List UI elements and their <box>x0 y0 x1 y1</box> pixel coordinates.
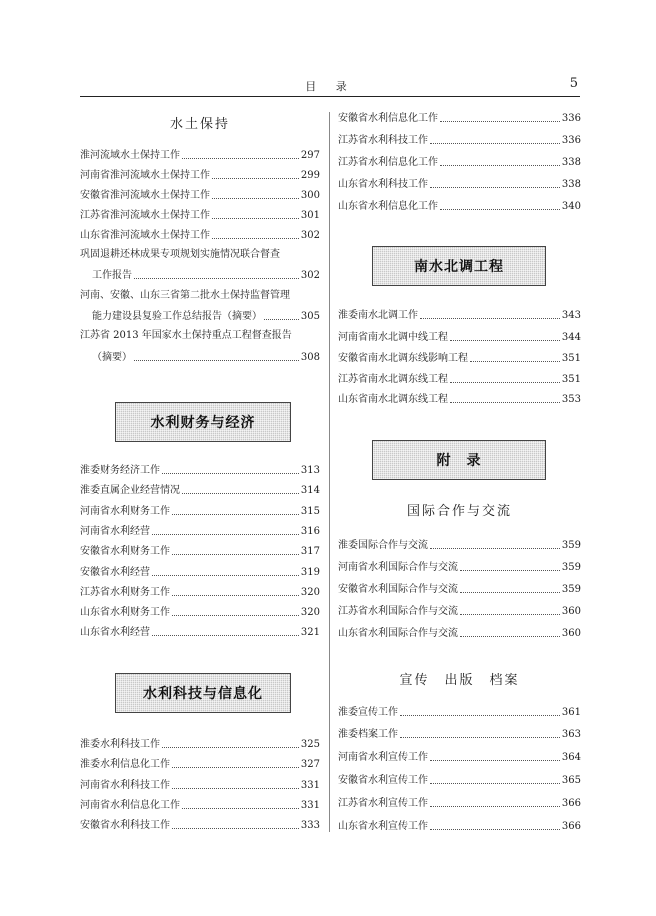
leader-dots <box>420 318 560 319</box>
leader-dots <box>430 143 560 144</box>
toc-entry[interactable] <box>338 581 581 597</box>
toc-entry[interactable] <box>80 564 320 580</box>
leader-dots <box>172 767 299 768</box>
toc-entry[interactable] <box>338 391 581 407</box>
leader-dots <box>182 808 299 809</box>
leader-dots <box>182 493 299 494</box>
leader-dots <box>152 534 299 535</box>
entry-page: 317 <box>300 546 320 557</box>
toc-entry[interactable] <box>80 756 320 772</box>
entry-page: 359 <box>561 562 581 573</box>
leader-dots <box>430 829 560 830</box>
section-heading-publicity-archives: 宣传 出版 档案 <box>399 673 520 688</box>
entry-page: 331 <box>300 800 320 811</box>
leader-dots <box>172 514 299 515</box>
leader-dots <box>172 788 299 789</box>
toc-entry[interactable] <box>338 537 581 553</box>
entry-title: 山东省淮河流域水土保持工作 <box>80 230 210 241</box>
page-number: 5 <box>569 76 578 91</box>
entry-title: 河南省水利科技工作 <box>80 780 170 791</box>
toc-entry-line1: 巩固退耕还林成果专项规划实施情况联合督查 <box>80 249 280 260</box>
section-heading-text: 南水北调工程 <box>414 259 504 275</box>
toc-entry[interactable] <box>338 749 581 765</box>
leader-dots <box>172 554 299 555</box>
entry-page: 344 <box>561 332 581 343</box>
toc-entry[interactable] <box>338 704 581 720</box>
entry-title: 河南省南水北调中线工程 <box>338 332 448 343</box>
toc-entry[interactable] <box>338 176 581 192</box>
entry-page: 336 <box>561 113 581 124</box>
leader-dots <box>172 595 299 596</box>
entry-page: 351 <box>561 353 581 364</box>
entry-page: 315 <box>300 506 320 517</box>
toc-entry[interactable] <box>80 207 320 223</box>
entry-title: 江苏省南水北调东线工程 <box>338 374 448 385</box>
entry-title: 安徽省淮河流域水土保持工作 <box>80 190 210 201</box>
entry-title: 河南省水利国际合作与交流 <box>338 562 458 573</box>
entry-page: 316 <box>300 526 320 537</box>
entry-page: 320 <box>300 607 320 618</box>
toc-entry[interactable] <box>338 726 581 742</box>
leader-dots <box>400 737 560 738</box>
entry-page: 308 <box>300 352 320 363</box>
entry-page: 333 <box>300 820 320 831</box>
entry-page: 299 <box>300 170 320 181</box>
entry-page: 301 <box>300 210 320 221</box>
entry-page: 305 <box>300 311 320 322</box>
leader-dots <box>460 636 560 637</box>
leader-dots <box>264 319 299 320</box>
section-heading-soil-conservation: 水土保持 <box>169 117 230 132</box>
section-heading-text: 附 录 <box>436 453 482 469</box>
leader-dots <box>440 209 560 210</box>
leader-dots <box>430 760 560 761</box>
toc-entry[interactable] <box>338 772 581 788</box>
entry-title: 工作报告 <box>92 270 132 281</box>
entry-title: 江苏省水利国际合作与交流 <box>338 606 458 617</box>
toc-entry[interactable] <box>80 482 320 498</box>
leader-dots <box>440 165 560 166</box>
entry-title: 山东省水利国际合作与交流 <box>338 628 458 639</box>
section-heading-text: 水利科技与信息化 <box>143 686 263 702</box>
entry-title: 山东省水利宣传工作 <box>338 821 428 832</box>
entry-title: 江苏省水利宣传工作 <box>338 798 428 809</box>
entry-title: 河南省水利经营 <box>80 526 150 537</box>
entry-title: 淮委水利信息化工作 <box>80 759 170 770</box>
leader-dots <box>460 592 560 593</box>
column-divider <box>329 112 330 832</box>
entry-title: 河南省淮河流域水土保持工作 <box>80 170 210 181</box>
toc-entry[interactable] <box>80 227 320 243</box>
toc-entry[interactable] <box>338 198 581 214</box>
leader-dots <box>134 278 299 279</box>
section-heading-tech-informatization <box>115 673 291 713</box>
entry-title: 河南省水利宣传工作 <box>338 752 428 763</box>
leader-dots <box>162 473 299 474</box>
header-title: 目 录 <box>305 80 355 93</box>
toc-entry-line1: 河南、安徽、山东三省第二批水土保持监督管理 <box>80 290 290 301</box>
entry-title: 安徽省水利科技工作 <box>80 820 170 831</box>
entry-page: 300 <box>300 190 320 201</box>
entry-title: 淮委直属企业经营情况 <box>80 485 180 496</box>
toc-entry[interactable] <box>80 147 320 163</box>
entry-page: 365 <box>561 775 581 786</box>
entry-page: 336 <box>561 135 581 146</box>
section-heading-text: 水利财务与经济 <box>150 415 256 431</box>
entry-title: 安徽省水利宣传工作 <box>338 775 428 786</box>
toc-entry[interactable] <box>80 308 320 324</box>
toc-entry[interactable] <box>338 559 581 575</box>
entry-title: 山东省南水北调东线工程 <box>338 394 448 405</box>
entry-page: 359 <box>561 584 581 595</box>
leader-dots <box>212 218 299 219</box>
toc-entry[interactable] <box>80 624 320 640</box>
toc-entry[interactable] <box>338 625 581 641</box>
leader-dots <box>152 575 299 576</box>
leader-dots <box>182 158 299 159</box>
entry-title: 安徽省水利财务工作 <box>80 546 170 557</box>
entry-page: 338 <box>561 179 581 190</box>
toc-entry[interactable] <box>80 462 320 478</box>
leader-dots <box>460 614 560 615</box>
toc-entry[interactable] <box>338 110 581 126</box>
entry-page: 364 <box>561 752 581 763</box>
entry-page: 343 <box>561 310 581 321</box>
section-heading-appendix <box>372 440 546 480</box>
entry-page: 302 <box>300 230 320 241</box>
toc-entry[interactable] <box>338 350 581 366</box>
leader-dots <box>212 198 299 199</box>
entry-title: 安徽省南水北调东线影响工程 <box>338 353 468 364</box>
toc-entry[interactable] <box>80 167 320 183</box>
entry-title: 江苏省水利财务工作 <box>80 587 170 598</box>
entry-title: 山东省水利经营 <box>80 627 150 638</box>
leader-dots <box>212 238 299 239</box>
toc-entry[interactable] <box>80 817 320 833</box>
entry-page: 325 <box>300 739 320 750</box>
entry-page: 327 <box>300 759 320 770</box>
section-heading-international-cooperation: 国际合作与交流 <box>406 504 512 519</box>
entry-title: 河南省水利信息化工作 <box>80 800 180 811</box>
entry-title: 安徽省水利信息化工作 <box>338 113 438 124</box>
leader-dots <box>440 121 560 122</box>
toc-entry[interactable] <box>80 584 320 600</box>
entry-page: 351 <box>561 374 581 385</box>
entry-page: 297 <box>300 150 320 161</box>
entry-title: 安徽省水利经营 <box>80 567 150 578</box>
entry-title: 能力建设县复验工作总结报告（摘要） <box>92 311 262 322</box>
entry-title: 淮委水利科技工作 <box>80 739 160 750</box>
toc-entry[interactable] <box>80 543 320 559</box>
entry-page: 360 <box>561 628 581 639</box>
entry-title: 淮河流域水土保持工作 <box>80 150 180 161</box>
entry-page: 359 <box>561 540 581 551</box>
entry-title: 河南省水利财务工作 <box>80 506 170 517</box>
leader-dots <box>430 187 560 188</box>
entry-title: 山东省水利信息化工作 <box>338 201 438 212</box>
entry-title: 山东省水利科技工作 <box>338 179 428 190</box>
toc-entry[interactable] <box>338 329 581 345</box>
entry-title: 江苏省水利信息化工作 <box>338 157 438 168</box>
leader-dots <box>134 360 299 361</box>
entry-page: 363 <box>561 729 581 740</box>
entry-title: （摘要） <box>92 352 132 363</box>
toc-entry[interactable] <box>338 132 581 148</box>
entry-title: 淮委财务经济工作 <box>80 465 160 476</box>
leader-dots <box>212 178 299 179</box>
leader-dots <box>172 828 299 829</box>
toc-entry[interactable] <box>80 187 320 203</box>
toc-entry[interactable] <box>80 267 320 283</box>
entry-page: 360 <box>561 606 581 617</box>
toc-entry[interactable] <box>80 523 320 539</box>
entry-page: 319 <box>300 567 320 578</box>
entry-page: 366 <box>561 821 581 832</box>
toc-entry[interactable] <box>338 603 581 619</box>
toc-entry[interactable] <box>338 307 581 323</box>
entry-title: 山东省水利财务工作 <box>80 607 170 618</box>
entry-page: 321 <box>300 627 320 638</box>
entry-page: 302 <box>300 270 320 281</box>
leader-dots <box>172 615 299 616</box>
leader-dots <box>460 570 560 571</box>
leader-dots <box>450 382 560 383</box>
entry-title: 淮委宣传工作 <box>338 707 398 718</box>
toc-entry[interactable] <box>80 736 320 752</box>
leader-dots <box>450 402 560 403</box>
toc-entry[interactable] <box>338 818 581 834</box>
toc-entry[interactable] <box>80 604 320 620</box>
section-heading-finance-economy <box>115 402 291 442</box>
leader-dots <box>400 715 560 716</box>
entry-page: 361 <box>561 707 581 718</box>
leader-dots <box>450 340 560 341</box>
leader-dots <box>430 548 560 549</box>
entry-page: 340 <box>561 201 581 212</box>
toc-entry[interactable] <box>80 503 320 519</box>
entry-page: 366 <box>561 798 581 809</box>
entry-page: 338 <box>561 157 581 168</box>
entry-title: 淮委档案工作 <box>338 729 398 740</box>
entry-title: 淮委国际合作与交流 <box>338 540 428 551</box>
entry-title: 安徽省水利国际合作与交流 <box>338 584 458 595</box>
toc-entry[interactable] <box>338 154 581 170</box>
toc-entry[interactable] <box>338 795 581 811</box>
entry-page: 331 <box>300 780 320 791</box>
page-header <box>80 78 580 97</box>
entry-page: 353 <box>561 394 581 405</box>
entry-title: 淮委南水北调工作 <box>338 310 418 321</box>
toc-entry[interactable] <box>80 777 320 793</box>
toc-entry[interactable] <box>80 797 320 813</box>
entry-title: 江苏省水利科技工作 <box>338 135 428 146</box>
toc-entry[interactable] <box>338 371 581 387</box>
toc-entry[interactable] <box>80 349 320 365</box>
leader-dots <box>430 806 560 807</box>
entry-page: 313 <box>300 465 320 476</box>
toc-entry-line1: 江苏省 2013 年国家水土保持重点工程督查报告 <box>80 330 292 341</box>
leader-dots <box>430 783 560 784</box>
leader-dots <box>162 747 299 748</box>
entry-page: 320 <box>300 587 320 598</box>
section-heading-south-north-water <box>372 246 546 286</box>
entry-page: 314 <box>300 485 320 496</box>
entry-title: 江苏省淮河流域水土保持工作 <box>80 210 210 221</box>
leader-dots <box>470 361 560 362</box>
leader-dots <box>152 635 299 636</box>
